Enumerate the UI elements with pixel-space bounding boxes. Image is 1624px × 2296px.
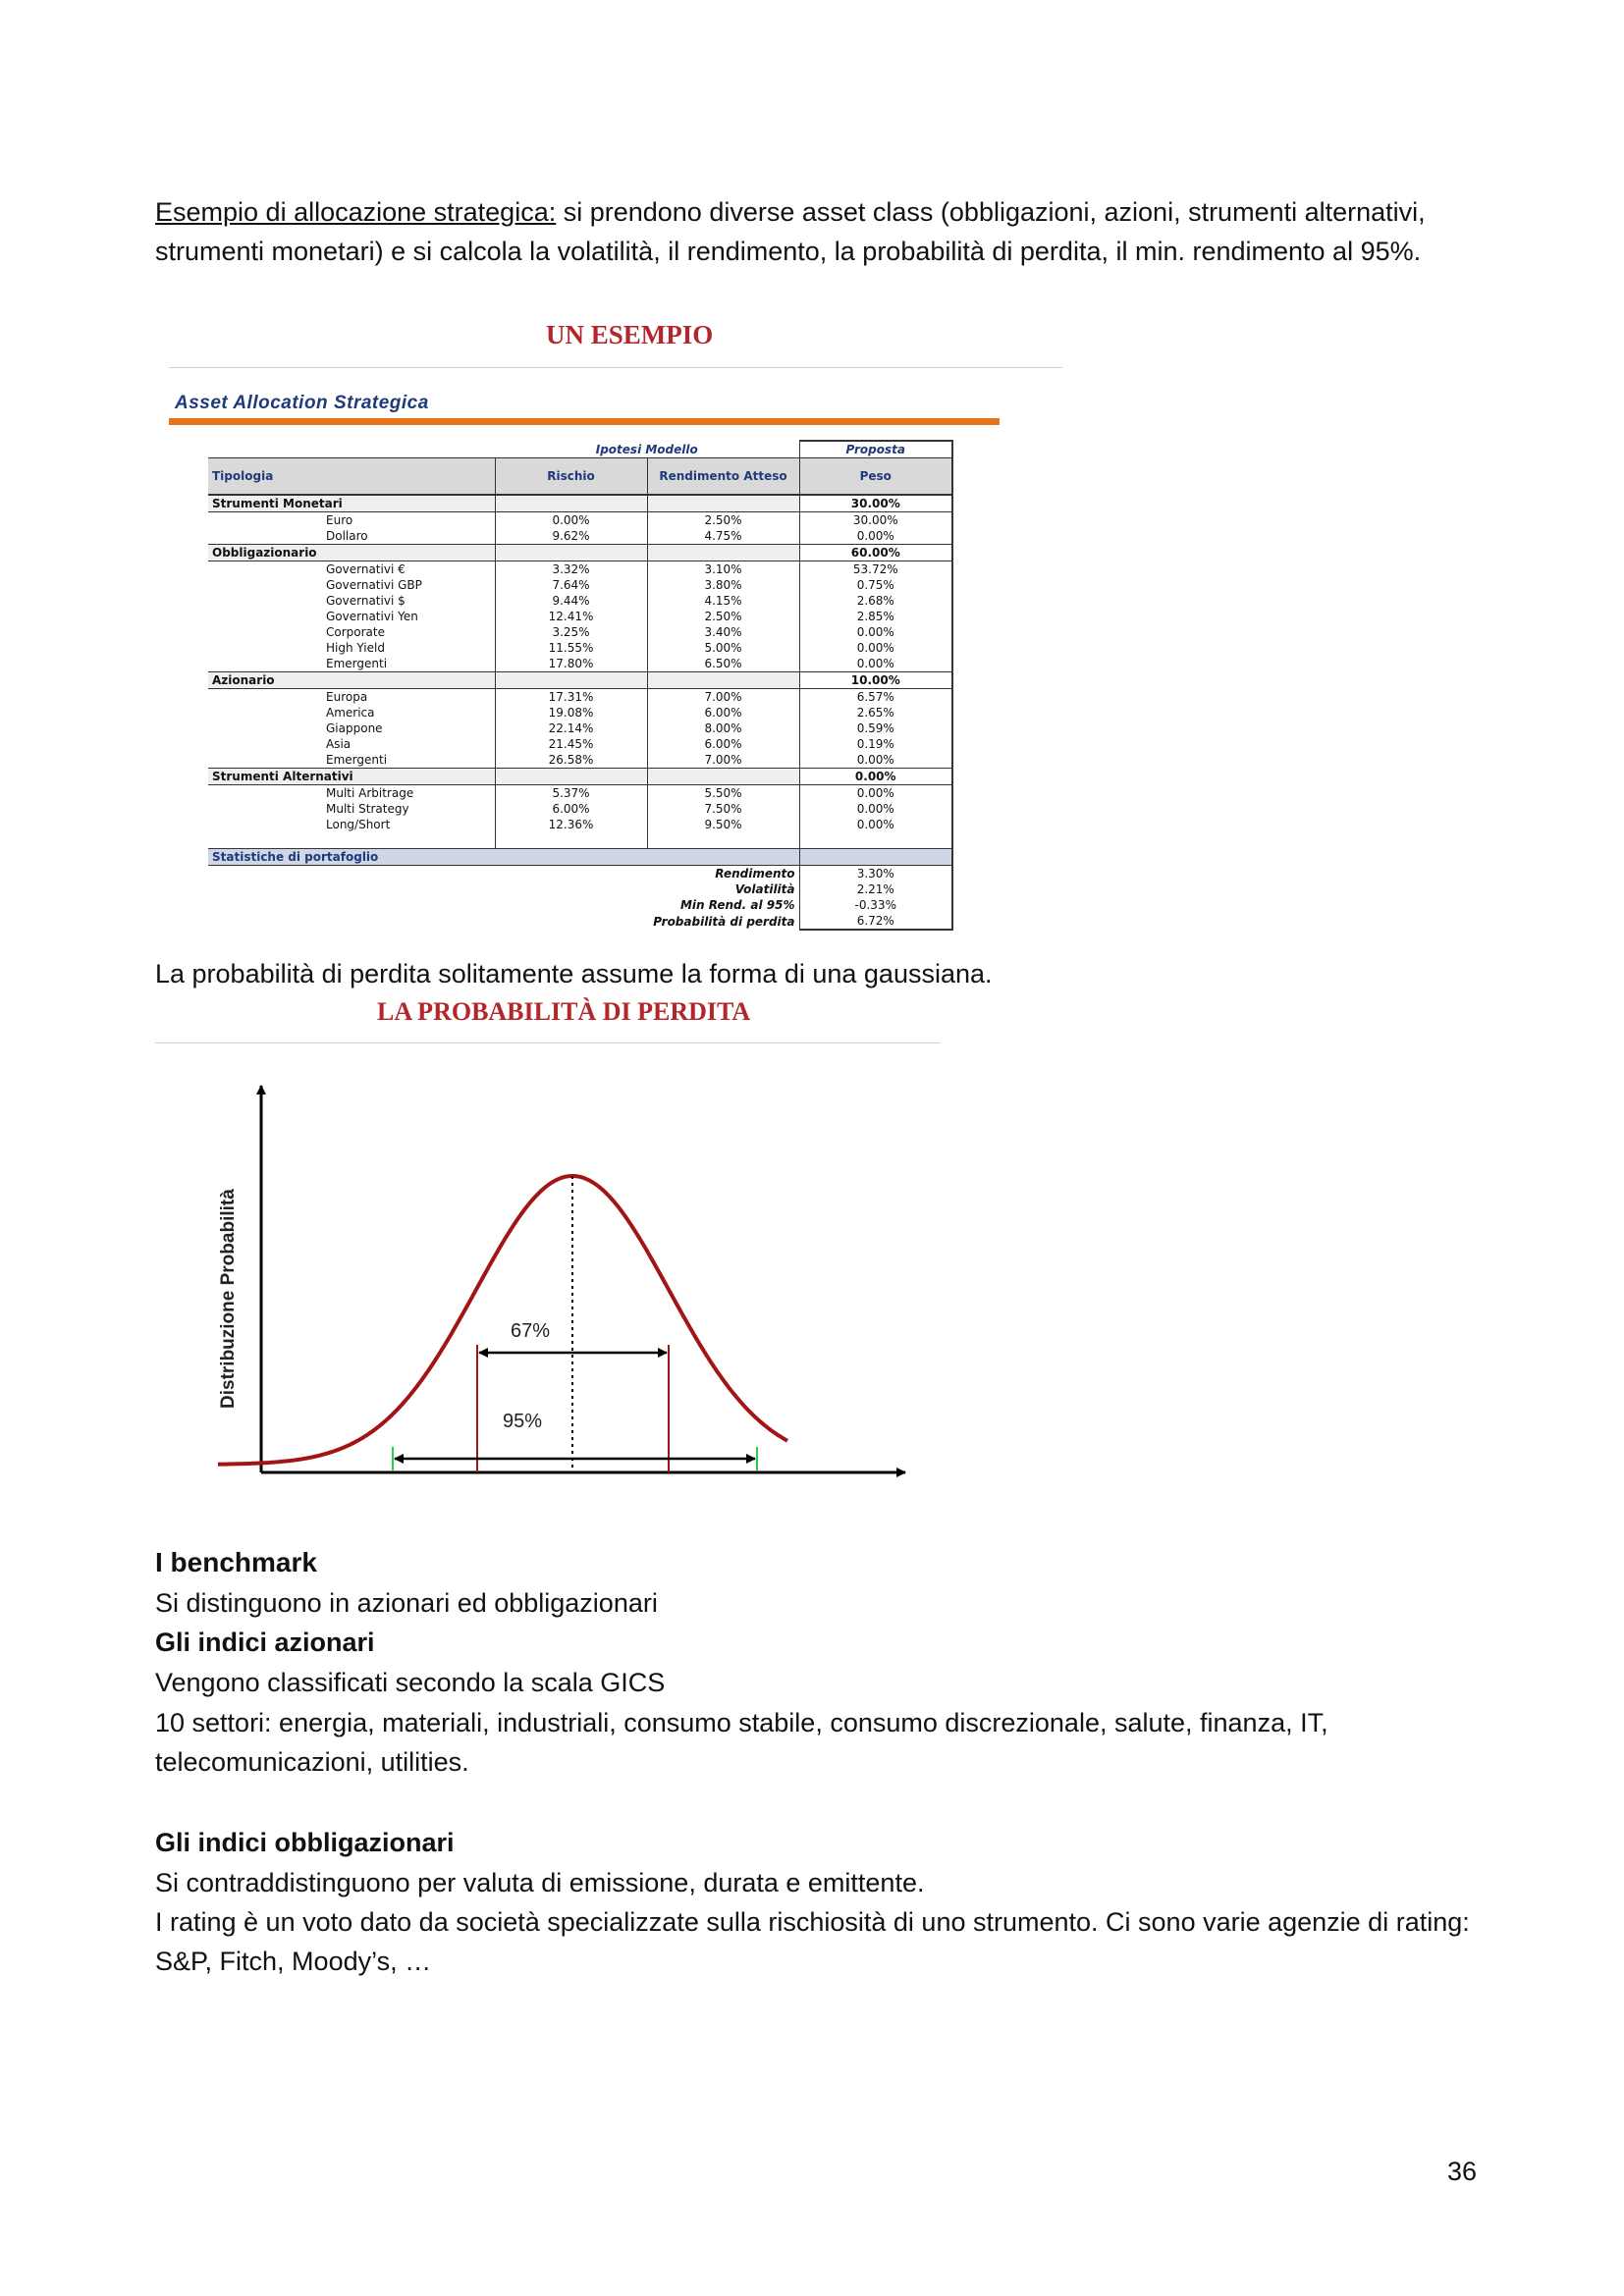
table-row	[208, 528, 952, 545]
slide2-rule	[155, 1042, 941, 1043]
table-row	[208, 640, 952, 656]
row-rischio: 3.32%	[495, 561, 647, 578]
probability-paragraph: La probabilità di perdita solitamente assume la forma di una gaussiana.	[155, 959, 993, 988]
table-row	[208, 705, 952, 721]
stat-label: Rendimento	[715, 867, 795, 881]
row-rendimento: 6.00%	[647, 736, 799, 752]
group-peso: 10.00%	[799, 672, 952, 689]
row-name: Europa	[326, 690, 368, 704]
table-group-row	[208, 769, 952, 785]
heading-indici-azionari: Gli indici azionari	[155, 1628, 375, 1657]
group-rischio	[495, 495, 647, 512]
stat-label: Volatilità	[734, 882, 795, 896]
stats-row	[208, 913, 952, 930]
row-rischio: 9.44%	[495, 593, 647, 609]
row-name: Long/Short	[326, 818, 391, 831]
text-settori: 10 settori: energia, materiali, industriali, consumo stabile, consumo discrezionale, salute, finanza, IT, telecomunicazioni, utilities.	[155, 1708, 1328, 1777]
text-obbligazionari: Si contraddistinguono per valuta di emissione, durata e emittente.	[155, 1868, 925, 1897]
label-67: 67%	[511, 1320, 551, 1342]
row-name: Dollaro	[326, 529, 368, 543]
table-row	[208, 752, 952, 769]
row-name: Emergenti	[326, 753, 388, 767]
row-peso: 53.72%	[799, 561, 952, 578]
table-group-row	[208, 672, 952, 689]
row-rischio: 12.41%	[495, 609, 647, 624]
row-rischio: 21.45%	[495, 736, 647, 752]
table-group-row	[208, 495, 952, 512]
row-peso: 0.75%	[799, 577, 952, 593]
stats-row	[208, 881, 952, 897]
table-row	[208, 721, 952, 736]
row-rendimento: 2.50%	[647, 512, 799, 529]
intro-text: si prendono diverse asset class (obbligazioni, azioni, strumenti alternativi, strumenti monetari) e si calcola la volatilità, il rendimento, la probabilità di perdita, il min. rendimento al 95%.	[155, 197, 1426, 266]
gaussian-distribution-diagram	[196, 1070, 923, 1492]
page-number: 36	[1447, 2157, 1478, 2186]
row-peso: 0.00%	[799, 640, 952, 656]
asset-allocation-table	[208, 440, 953, 931]
intro-lead: Esempio di allocazione strategica:	[155, 197, 557, 227]
spacer	[799, 832, 952, 849]
row-rendimento: 7.50%	[647, 801, 799, 817]
row-rendimento: 7.00%	[647, 689, 799, 706]
row-rischio: 3.25%	[495, 624, 647, 640]
row-rendimento: 9.50%	[647, 817, 799, 832]
row-name: Corporate	[326, 625, 385, 639]
group-name: Azionario	[208, 672, 495, 689]
stats-title-right	[799, 849, 952, 866]
row-peso: 30.00%	[799, 512, 952, 529]
table-row	[208, 785, 952, 802]
row-rischio: 12.36%	[495, 817, 647, 832]
col-header-peso: Peso	[799, 458, 952, 496]
table-row	[208, 577, 952, 593]
stat-label: Min Rend. al 95%	[679, 898, 795, 912]
stat-label: Probabilità di perdita	[653, 914, 795, 929]
row-peso: 2.65%	[799, 705, 952, 721]
row-rischio: 11.55%	[495, 640, 647, 656]
row-rendimento: 4.15%	[647, 593, 799, 609]
col-header-rischio: Rischio	[495, 458, 647, 496]
text-gics: Vengono classificati secondo la scala GICS	[155, 1668, 666, 1697]
row-peso: 0.00%	[799, 624, 952, 640]
row-rischio: 22.14%	[495, 721, 647, 736]
heading-indici-obbligazionari: Gli indici obbligazionari	[155, 1828, 455, 1857]
row-rendimento: 2.50%	[647, 609, 799, 624]
row-rendimento: 6.00%	[647, 705, 799, 721]
row-rischio: 9.62%	[495, 528, 647, 545]
row-name: High Yield	[326, 641, 385, 655]
text-rating: I rating è un voto dato da società specializzate sulla rischiosità di uno strumento. Ci sono varie agenzie di rating: S&P, Fitch, Moody’s, …	[155, 1907, 1470, 1976]
group-rendimento	[647, 495, 799, 512]
row-peso: 6.57%	[799, 689, 952, 706]
col-header-tipologia: Tipologia	[208, 458, 495, 496]
stat-value: 2.21%	[799, 881, 952, 897]
table-row	[208, 561, 952, 578]
row-rendimento: 7.00%	[647, 752, 799, 769]
row-peso: 2.85%	[799, 609, 952, 624]
row-rischio: 7.64%	[495, 577, 647, 593]
row-rischio: 17.80%	[495, 656, 647, 672]
header-ipotesi-modello: Ipotesi Modello	[495, 441, 799, 458]
group-name: Strumenti Monetari	[208, 495, 495, 512]
table-header-group-row	[208, 441, 952, 458]
row-name: Governativi $	[326, 594, 406, 608]
row-rischio: 19.08%	[495, 705, 647, 721]
row-rendimento: 5.50%	[647, 785, 799, 802]
row-rischio: 0.00%	[495, 512, 647, 529]
group-rischio	[495, 545, 647, 561]
row-peso: 0.19%	[799, 736, 952, 752]
row-name: Emergenti	[326, 657, 388, 670]
label-95: 95%	[503, 1411, 543, 1432]
group-name: Obbligazionario	[208, 545, 495, 561]
y-axis-label: Distribuzione Probabilità	[218, 1189, 239, 1409]
row-peso: 0.59%	[799, 721, 952, 736]
row-name: Governativi GBP	[326, 578, 422, 592]
col-header-rendimento: Rendimento Atteso	[647, 458, 799, 496]
table-row	[208, 512, 952, 529]
row-name: Multi Arbitrage	[326, 786, 414, 800]
row-peso: 0.00%	[799, 801, 952, 817]
table-group-row	[208, 545, 952, 561]
group-rischio	[495, 672, 647, 689]
group-rendimento	[647, 672, 799, 689]
group-rendimento	[647, 769, 799, 785]
row-peso: 2.68%	[799, 593, 952, 609]
row-peso: 0.00%	[799, 785, 952, 802]
row-rendimento: 6.50%	[647, 656, 799, 672]
row-rischio: 5.37%	[495, 785, 647, 802]
table-row	[208, 656, 952, 672]
intro-paragraph	[155, 192, 1490, 271]
row-name: Giappone	[326, 721, 383, 735]
row-rischio: 17.31%	[495, 689, 647, 706]
slide1-rule	[169, 367, 1062, 368]
row-name: Governativi €	[326, 562, 406, 576]
stats-row	[208, 897, 952, 913]
spacer-row	[208, 832, 952, 849]
table-row	[208, 593, 952, 609]
row-name: America	[326, 706, 375, 720]
stats-title: Statistiche di portafoglio	[208, 849, 799, 866]
row-rendimento: 3.80%	[647, 577, 799, 593]
group-peso: 0.00%	[799, 769, 952, 785]
row-rendimento: 4.75%	[647, 528, 799, 545]
header-proposta: Proposta	[799, 441, 952, 458]
table-row	[208, 736, 952, 752]
row-name: Asia	[326, 737, 352, 751]
text-benchmark: Si distinguono in azionari ed obbligazionari	[155, 1588, 658, 1618]
row-name: Multi Strategy	[326, 802, 409, 816]
spacer	[208, 832, 495, 849]
asset-allocation-title: Asset Allocation Strategica	[175, 393, 429, 413]
heading-benchmark: I benchmark	[155, 1547, 317, 1577]
table-header-row	[208, 458, 952, 496]
group-name: Strumenti Alternativi	[208, 769, 495, 785]
spacer	[647, 832, 799, 849]
stats-row	[208, 866, 952, 882]
group-rischio	[495, 769, 647, 785]
row-rendimento: 5.00%	[647, 640, 799, 656]
table-row	[208, 801, 952, 817]
row-rischio: 6.00%	[495, 801, 647, 817]
row-peso: 0.00%	[799, 656, 952, 672]
orange-divider	[169, 418, 1000, 425]
spacer	[495, 832, 647, 849]
row-peso: 0.00%	[799, 817, 952, 832]
stats-header-row	[208, 849, 952, 866]
stat-value: 3.30%	[799, 866, 952, 882]
slide1-title: UN ESEMPIO	[546, 320, 714, 349]
row-rendimento: 3.10%	[647, 561, 799, 578]
row-peso: 0.00%	[799, 752, 952, 769]
table-row	[208, 689, 952, 706]
stat-value: 6.72%	[799, 913, 952, 930]
row-name: Governativi Yen	[326, 610, 418, 623]
group-peso: 30.00%	[799, 495, 952, 512]
table-row	[208, 817, 952, 832]
group-peso: 60.00%	[799, 545, 952, 561]
table-row	[208, 624, 952, 640]
slide2-title: LA PROBABILITÀ DI PERDITA	[377, 997, 751, 1026]
row-peso: 0.00%	[799, 528, 952, 545]
row-rendimento: 3.40%	[647, 624, 799, 640]
row-name: Euro	[326, 513, 353, 527]
asset-allocation-body	[208, 441, 952, 930]
row-rendimento: 8.00%	[647, 721, 799, 736]
stat-value: -0.33%	[799, 897, 952, 913]
group-rendimento	[647, 545, 799, 561]
table-row	[208, 609, 952, 624]
row-rischio: 26.58%	[495, 752, 647, 769]
